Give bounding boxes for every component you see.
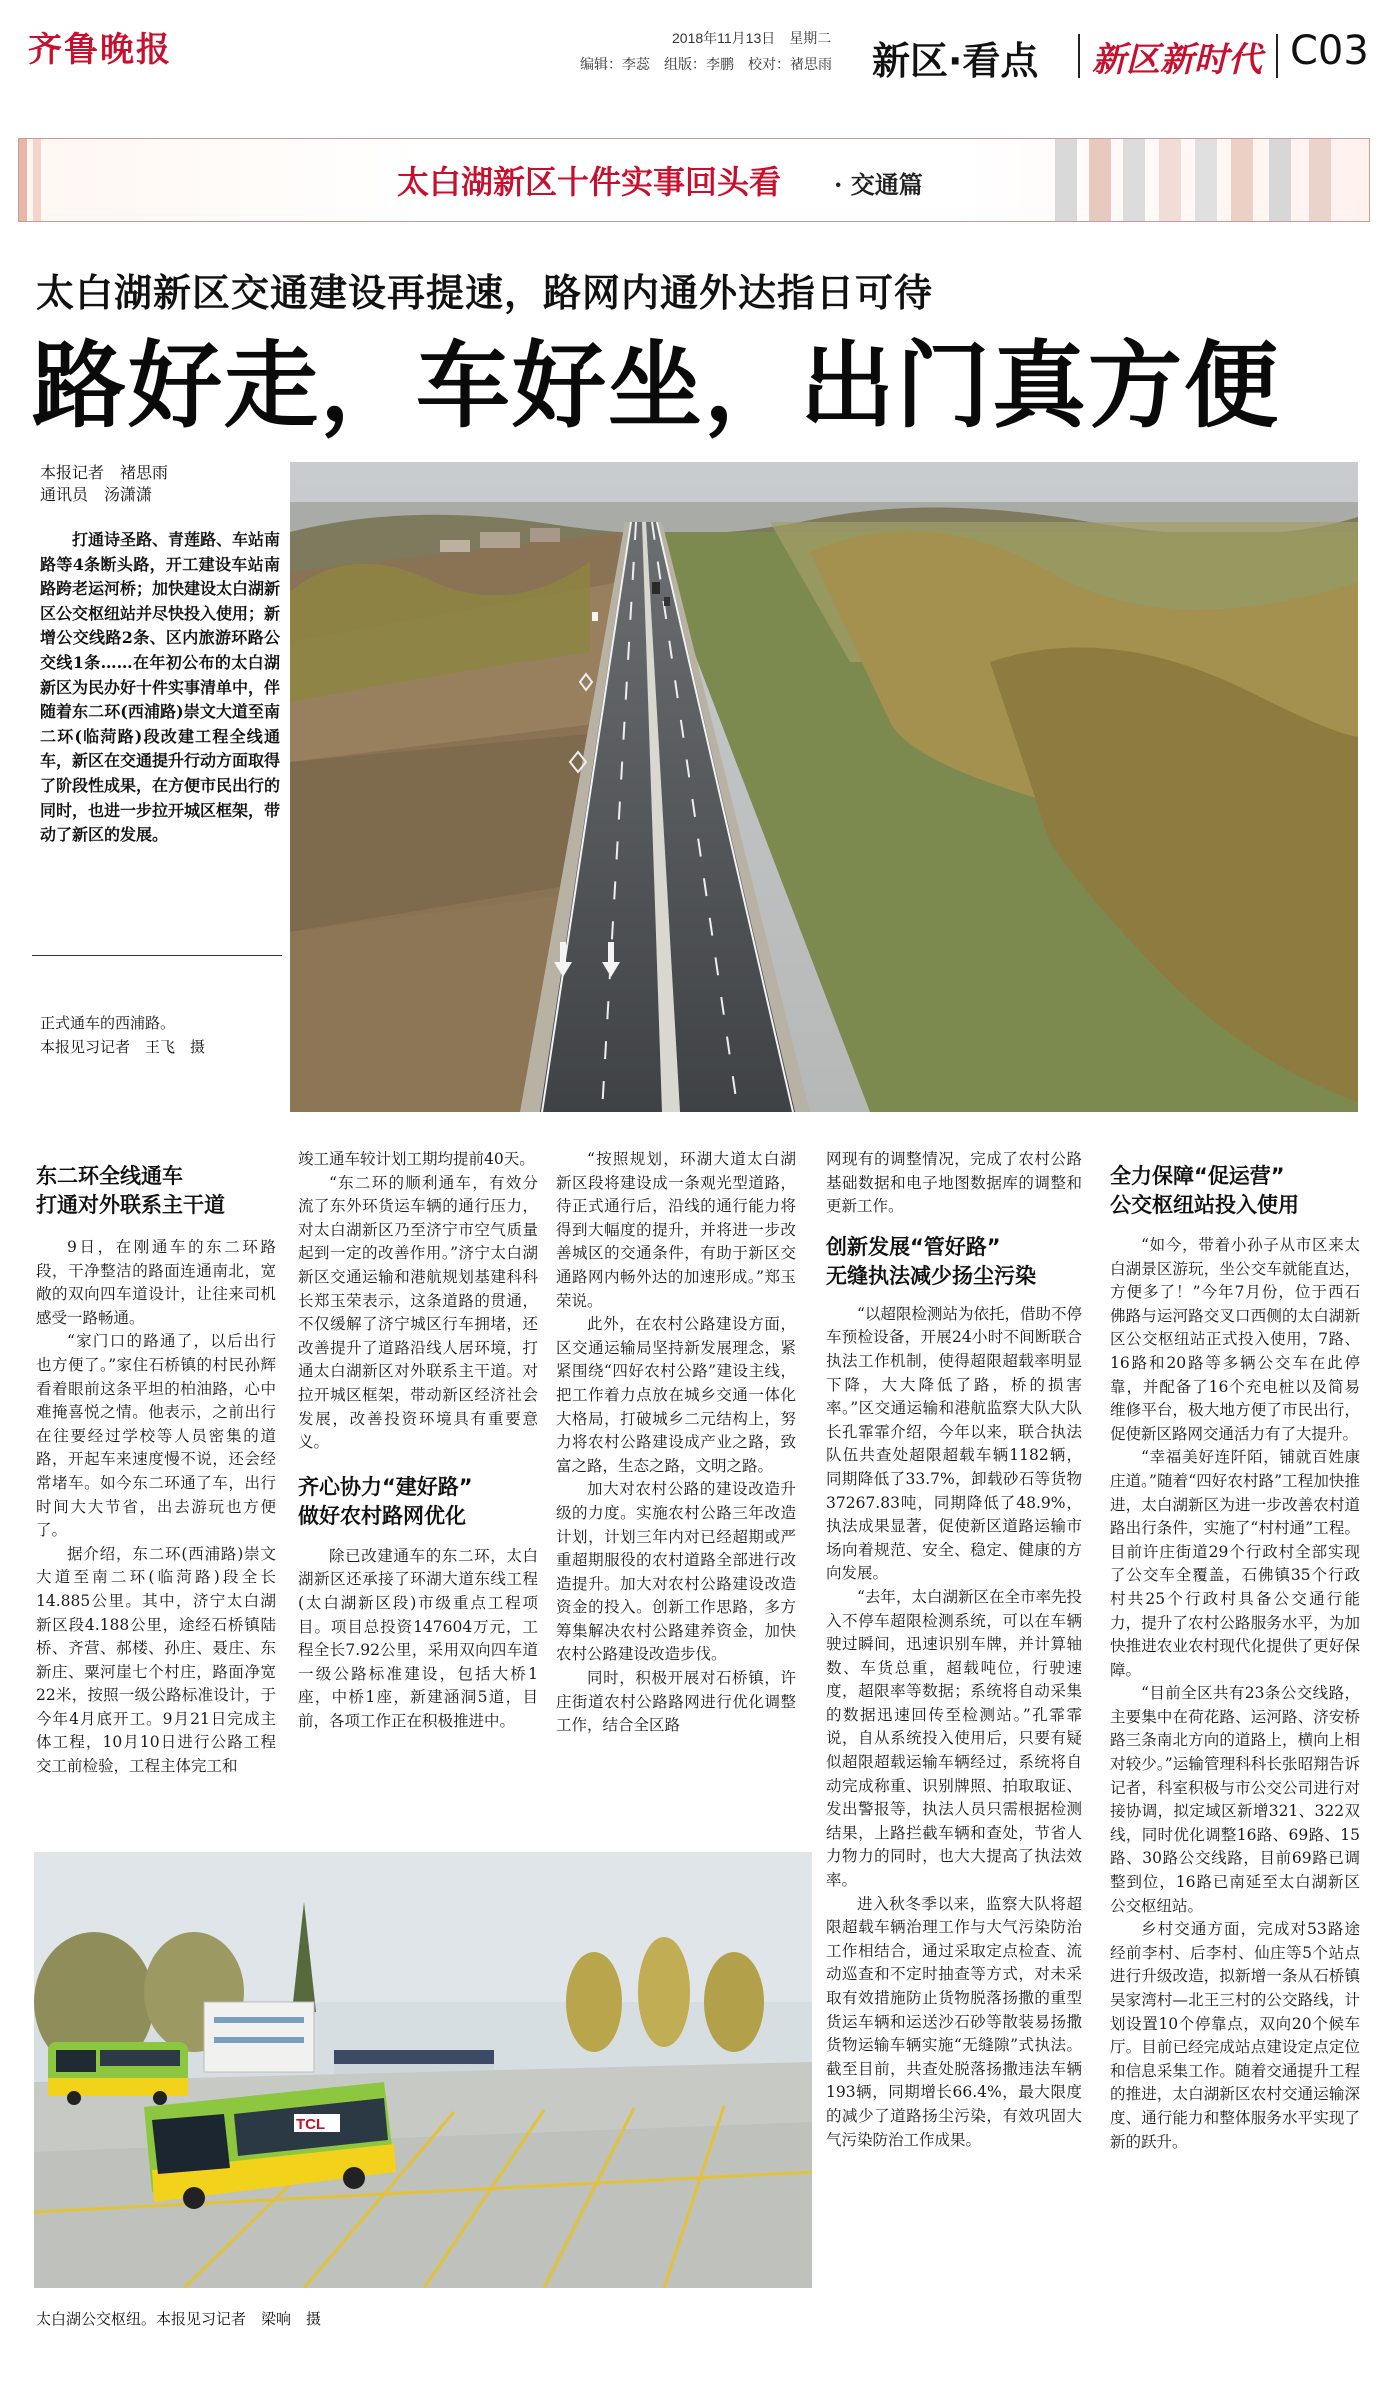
section-subheading: 打通对外联系主干道	[36, 1193, 225, 1217]
section-brand: 新区新时代	[1092, 40, 1262, 80]
banner-subtitle: · 交通篇	[834, 170, 923, 199]
section-heading: 创新发展“管好路”	[826, 1234, 1001, 1259]
section-subheading: 无缝执法减少扬尘污染	[826, 1263, 1036, 1288]
byline	[40, 463, 168, 507]
paragraph: 同时，积极开展对石桥镇，许庄街道农村公路路网进行优化调整工作，结合全区路	[556, 1669, 796, 1735]
lead-divider	[32, 955, 282, 956]
section-subheading: 做好农村路网优化	[298, 1503, 466, 1528]
paragraph: 进入秋冬季以来，监察大队将超限超载车辆治理工作与大气污染防治工作相结合，通过采取定点检查、流动巡查和不定时抽查等方式，对未采取有效措施防止货物脱落扬撒的重型货运车辆和运送沙石砂等散装易扬撒货物运输车辆实施“无缝隙”式执法。截至目前，共查处脱落扬撒违法车辆193辆，同期增长66.4%，最大限度的减少了道路扬尘污染，有效巩固大气污染防治工作成果。	[826, 1894, 1082, 2149]
paragraph: “幸福美好连阡陌，铺就百姓康庄道。”随着“四好农村路”工程加快推进，太白湖新区为进一步改善农村道路出行条件，实施了“村村通”工程。目前许庄街道29个行政村全部实现了公交车全覆盖，石佛镇35个行政村共25个行政村具备公交通行能力，提升了农村公路服务水平，为加快推进农业农村现代化提供了更好保障。	[1110, 1448, 1360, 1679]
masthead-divider	[1276, 34, 1278, 78]
article-kicker: 太白湖新区交通建设再提速，路网内通外达指日可待	[36, 271, 934, 315]
photo1-caption	[40, 1012, 205, 1060]
column-4	[826, 1148, 1082, 2152]
paragraph: “目前全区共有23条公交线路，主要集中在荷花路、运河路、济安桥路三条南北方向的道路上，横向上相对较少。”运输管理科科长张昭翔告诉记者，科室积极与市公交公司进行对接协调，拟定域区新增321、322双线，同时优化调整16路、69路、15路、30路公交线路，目前69路已调整到位，16路已南延至太白湖新区公交枢纽站。	[1110, 1684, 1360, 1915]
paragraph: “按照规划，环湖大道太白湖新区段将建设成一条观光型道路，待正式通行后，沿线的通行能力将得到大幅度的提升，并将进一步改善城区的交通条件，有助于新区交通路网内畅外达的加速形成。”郑玉荣说。	[556, 1150, 796, 1310]
paragraph: 网现有的调整情况，完成了农村公路基础数据和电子地图数据库的调整和更新工作。	[826, 1150, 1082, 1216]
paragraph: 9日，在刚通车的东二环路段，干净整洁的路面连通南北，宽敞的双向四车道设计，让往来司机感受一路畅通。	[36, 1238, 276, 1327]
section-subheading: 公交枢纽站投入使用	[1110, 1193, 1299, 1217]
article-lead: 打通诗圣路、青莲路、车站南路等4条断头路，开工建设车站南路跨老运河桥；加快建设太白湖新区公交枢纽站并尽快投入使用；新增公交线路2条、区内旅游环路公交线1条……在年初公布的太白湖新区为民办好十件实事清单中，伴随着东二环(西浦路)崇文大道至南二环(临菏路)段改建工程全线通车，新区在交通提升行动方面取得了阶段性成果，在方便市民出行的同时，也进一步拉开城区框架，带动了新区的发展。	[40, 530, 281, 845]
bus-hub-photo	[34, 1852, 812, 2288]
section-heading: 齐心协力“建好路”	[298, 1474, 473, 1499]
photo1-credit: 本报见习记者 王飞 摄	[40, 1039, 206, 1056]
banner-title: 太白湖新区十件实事回头看	[397, 163, 782, 201]
masthead-divider	[1078, 34, 1080, 78]
paragraph: “以超限检测站为依托，借助不停车预检设备，开展24小时不间断联合执法工作机制，使得超限超载率明显下降，大大降低了路，桥的损害率。”区交通运输和港航监察大队大队长孔霏霏介绍，今年以来，联合执法队伍共查处超限超载车辆1182辆，同期降低了33.7%，卸载砂石等货物37267.83吨，同期降低了48.9%，执法成果显著，促使新区道路运输市场向着规范、安全、稳定、健康的方向发展。	[826, 1304, 1082, 1583]
column-3	[556, 1148, 796, 1738]
date-line: 2018年11月13日 星期二	[672, 30, 832, 46]
staff-line: 编辑：李蕊 组版：李鹏 校对：禇思雨	[580, 56, 832, 72]
section-title: 新区·看点	[872, 39, 1039, 83]
paragraph: 除已改建通车的东二环，太白湖新区还承接了环湖大道东线工程(太白湖新区段)市级重点工程项目。项目总投资147604万元，工程全长7.92公里，采用双向四车道一级公路标准建设，包括大桥1座，中桥1座，新建涵洞5道，目前，各项工作正在积极推进中。	[298, 1546, 538, 1730]
newspaper-name: 齐鲁晚报	[28, 30, 172, 70]
column-2	[298, 1148, 538, 1733]
section-heading: 东二环全线通车	[36, 1164, 183, 1188]
byline-reporter: 本报记者 褚思雨	[40, 465, 169, 482]
bus-brand-text: TCL	[296, 2116, 326, 2133]
column-1	[36, 1162, 276, 1779]
section-heading: 全力保障“促运营”	[1110, 1164, 1285, 1188]
paragraph: 竣工通车较计划工期均提前40天。	[298, 1150, 535, 1168]
series-banner	[18, 138, 1370, 222]
byline-correspondent: 通讯员 汤潇潇	[40, 487, 153, 504]
paragraph: “去年，太白湖新区在全市率先投入不停车超限检测系统，可以在车辆驶过瞬间，迅速识别车牌，并计算轴数、车货总重，超载吨位，行驶速度，超限率等数据；系统将自动采集的数据迅速回传至检测站。”孔霏霏说，自从系统投入使用后，只要有疑似超限超载运输车辆经过，系统将自动完成称重、识别牌照、拍取取证、发出警报等，执法人员只需根据检测结果，上路拦截车辆和查处，节省人力物力的同时，也大大提高了执法效率。	[826, 1587, 1082, 1890]
article-headline: 路好走，车好坐，出门真方便	[32, 332, 1281, 441]
paragraph: “家门口的路通了，以后出行也方便了。”家住石桥镇的村民孙辉看着眼前这条平坦的柏油路，心中难掩喜悦之情。他表示，之前出行在往要经过学校等人员密集的道路，开起车来速度慢不说，还会经常堵车。如今东二环通了车，出行时间大大节省，出去游玩也方便了。	[36, 1332, 276, 1540]
page-number: C03	[1290, 28, 1369, 74]
paragraph: “东二环的顺利通车，有效分流了东外环货运车辆的通行压力，对太白湖新区乃至济宁市空气质量起到一定的改善作用。”济宁太白湖新区交通运输和港航规划基建科科长郑玉荣表示，这条道路的贯通，不仅缓解了济宁城区行车拥堵，还改善提升了道路沿线人居环境，打通太白湖新区对外联系主干道。对拉开城区框架，带动新区经济社会发展，改善投资环境具有重要意义。	[298, 1173, 538, 1452]
bus-left	[48, 2042, 188, 2105]
paragraph: 加大对农村公路的建设改造升级的力度。实施农村公路三年改造计划，计划三年内对已经超期或严重超期服役的农村道路全部进行改造提升。加大对农村公路建设改造资金的投入。创新工作思路，多方筹集解决农村公路建养资金，加快农村公路建设改造步伐。	[556, 1480, 796, 1664]
paragraph: “如今，带着小孙子从市区来太白湖景区游玩，坐公交车就能直达，方便多了！”今年7月份，位于西石佛路与运河路交叉口西侧的太白湖新区公交枢纽站正式投入使用，7路、16路和20路等多辆公交车在此停靠，并配备了16个充电桩以及简易维修平台，极大地方便了市民出行，促使新区路网交通活力有了大提升。	[1110, 1236, 1360, 1443]
paragraph: 此外，在农村公路建设方面，区交通运输局坚持新发展理念，紧紧围绕“四好农村公路”建设主线，把工作着力点放在城乡交通一体化大格局，打破城乡二元结构上，努力将农村公路建设成产业之路，致富之路，生态之路，文明之路。	[556, 1315, 796, 1475]
paragraph: 乡村交通方面，完成对53路途经前李村、后李村、仙庄等5个站点进行升级改造，拟新增一条从石桥镇吴家湾村—北王三村的公交路线，计划设置10个停靠点，双向20个候车厅。目前已经完成站点建设定点定位和信息采集工作。随着交通提升工程的推进，太白湖新区农村交通运输深度、通行能力和整体服务水平实现了新的跃升。	[1110, 1920, 1360, 2151]
photo1-caption-text: 正式通车的西浦路。	[40, 1015, 176, 1032]
paragraph: 据介绍，东二环(西浦路)崇文大道至南二环(临菏路)段全长14.885公里。其中，济宁太白湖新区段4.188公里，途经石桥镇陆桥、齐营、郝楼、孙庄、聂庄、东新庄、粟河崖七个村庄，路面净宽22米，按照一级公路标准设计，于今年4月底开工。9月21日完成主体工程，10月10日进行公路工程交工前检验，工程主体完工和	[36, 1544, 276, 1776]
photo2-caption: 太白湖公交枢纽。本报见习记者 梁响 摄	[36, 2311, 322, 2328]
column-5	[1110, 1162, 1360, 2154]
road-aerial-photo	[290, 462, 1358, 1112]
